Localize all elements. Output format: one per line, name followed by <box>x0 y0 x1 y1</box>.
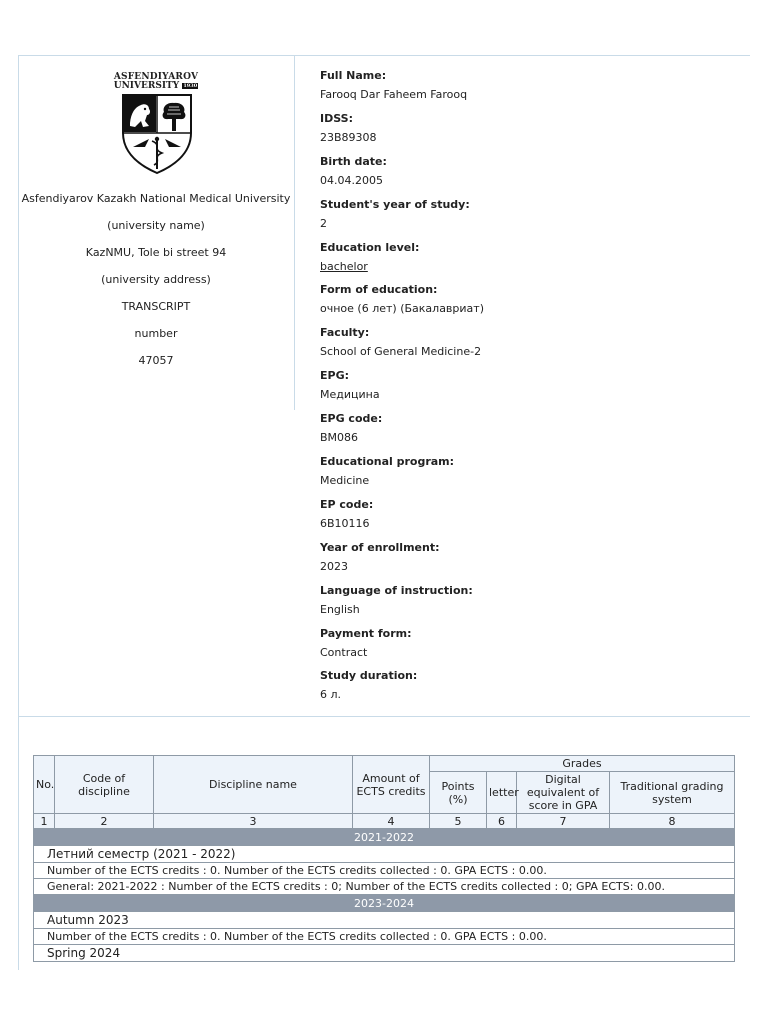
semester-row <box>34 912 735 929</box>
top-border <box>18 55 750 56</box>
semester-summary: Number of the ECTS credits : 0. Number of the ECTS credits collected : 0. GPA ECTS : 0.00. <box>34 863 735 879</box>
column-number: 7 <box>517 814 610 829</box>
field-education-level <box>320 240 740 283</box>
field-year-of-study <box>320 197 740 240</box>
document-title: TRANSCRIPT <box>121 300 191 313</box>
field-birth-date <box>320 154 740 197</box>
semester-summary-row <box>34 863 735 879</box>
field-faculty <box>320 325 740 368</box>
field-label: EP code: <box>320 497 374 511</box>
semester-label: Autumn 2023 <box>34 912 735 929</box>
education-level-link[interactable]: bachelor <box>320 259 368 273</box>
semester-label: Летний семестр (2021 - 2022) <box>34 846 735 863</box>
field-label: Payment form: <box>320 626 412 640</box>
field-value: School of General Medicine-2 <box>320 345 482 359</box>
year-general-summary: General: 2021-2022 : Number of the ECTS credits : 0; Number of the ECTS credits collected : 0; GPA ECTS: 0.00. <box>34 879 735 895</box>
field-value: 2 <box>320 216 327 230</box>
field-value: очное (6 лет) (Бакалавриат) <box>320 302 484 316</box>
field-label: IDSS: <box>320 111 353 125</box>
field-full-name <box>320 68 740 111</box>
column-number: 6 <box>487 814 517 829</box>
field-label: Education level: <box>320 240 420 254</box>
semester-row <box>34 846 735 863</box>
university-name: Asfendiyarov Kazakh National Medical University <box>21 192 291 205</box>
column-number-row <box>34 814 735 829</box>
shield-emblem-icon <box>121 93 193 175</box>
field-label: Faculty: <box>320 326 370 340</box>
field-language-of-instruction <box>320 583 740 626</box>
field-label: EPG code: <box>320 412 383 426</box>
field-value: 23B89308 <box>320 130 377 144</box>
field-label: Study duration: <box>320 669 418 683</box>
field-value: Medicine <box>320 474 370 488</box>
column-number: 4 <box>353 814 430 829</box>
field-form-of-education <box>320 282 740 325</box>
field-study-duration <box>320 668 740 711</box>
field-ep-code <box>320 497 740 540</box>
field-epg-code <box>320 411 740 454</box>
column-number: 5 <box>430 814 487 829</box>
column-number: 2 <box>55 814 154 829</box>
left-border <box>18 55 19 970</box>
field-label: Full Name: <box>320 69 387 82</box>
field-value: 6 л. <box>320 688 342 702</box>
field-label: Educational program: <box>320 455 455 469</box>
section-divider <box>18 716 750 717</box>
transcript-number: 47057 <box>138 354 174 367</box>
semester-label: Spring 2024 <box>34 945 735 962</box>
header-discipline-name: Discipline name <box>154 756 353 814</box>
field-label: Language of instruction: <box>320 583 473 597</box>
field-idss <box>320 111 740 154</box>
field-label: Form of education: <box>320 283 438 297</box>
header-letter: letter <box>487 772 517 814</box>
logo-year-tag: 1930 <box>183 82 198 89</box>
student-details <box>320 68 740 711</box>
header-ects-credits: Amount of ECTS credits <box>353 756 430 814</box>
header-grades: Grades <box>430 756 735 772</box>
header-no: No. <box>34 756 55 814</box>
header-code: Code of discipline <box>55 756 154 814</box>
column-divider <box>294 55 295 410</box>
academic-year-row <box>34 895 735 912</box>
semester-summary: Number of the ECTS credits : 0. Number of the ECTS credits collected : 0. GPA ECTS : 0.00. <box>34 929 735 945</box>
year-general-row <box>34 879 735 895</box>
field-payment-form <box>320 626 740 669</box>
field-label: Year of enrollment: <box>320 540 440 554</box>
field-label: Student's year of study: <box>320 197 470 211</box>
header-traditional-grading: Traditional grading system <box>610 772 735 814</box>
university-address-caption: (university address) <box>101 273 211 286</box>
university-name-caption: (university name) <box>107 219 205 232</box>
field-educational-program <box>320 454 740 497</box>
academic-year-row <box>34 829 735 846</box>
field-value: 2023 <box>320 559 348 573</box>
field-value: Contract <box>320 645 368 659</box>
field-value: BM086 <box>320 431 359 445</box>
column-number: 8 <box>610 814 735 829</box>
university-logo <box>113 73 199 177</box>
field-value: 04.04.2005 <box>320 173 383 187</box>
field-value: 6B10116 <box>320 516 370 530</box>
transcript-number-caption: number <box>134 327 178 340</box>
academic-year-label: 2021-2022 <box>34 829 735 846</box>
logo-text-line2: UNIVERSITY 1930 <box>113 81 198 91</box>
field-label: Birth date: <box>320 154 387 168</box>
semester-row <box>34 945 735 962</box>
field-value: Farooq Dar Faheem Farooq <box>320 88 468 101</box>
header-points: Points (%) <box>430 772 487 814</box>
column-number: 1 <box>34 814 55 829</box>
university-block <box>20 70 292 368</box>
university-address: KazNMU, Tole bi street 94 <box>85 246 227 259</box>
field-year-of-enrollment <box>320 540 740 583</box>
logo-text-line1: ASFENDIYAROV <box>113 72 199 82</box>
field-value: Медицина <box>320 388 380 402</box>
transcript-table <box>33 755 735 962</box>
header-digital-equivalent: Digital equivalent of score in GPA <box>517 772 610 814</box>
field-label: EPG: <box>320 369 350 383</box>
field-epg <box>320 368 740 411</box>
column-number: 3 <box>154 814 353 829</box>
academic-year-label: 2023-2024 <box>34 895 735 912</box>
semester-summary-row <box>34 929 735 945</box>
field-value: English <box>320 602 360 616</box>
